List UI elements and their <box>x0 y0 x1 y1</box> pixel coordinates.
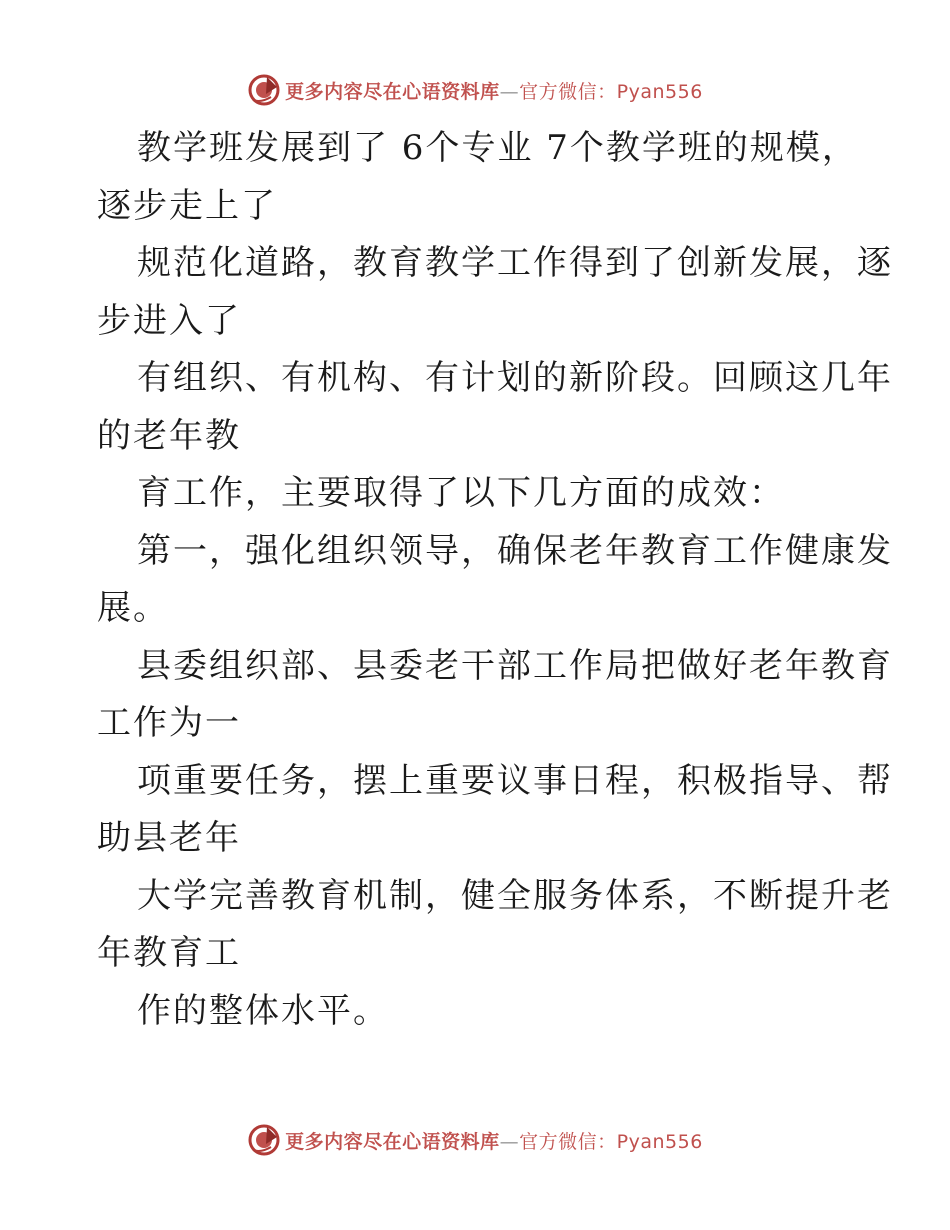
footer-banner-text <box>285 1127 703 1154</box>
body-text-line: 作的整体水平。 <box>137 990 389 1031</box>
body-text-line: 大学完善教育机制，健全服务体系，不断提升老 <box>137 875 893 916</box>
brand-logo-icon <box>247 1123 281 1157</box>
header-wechat-text: 官方微信：Pyan556 <box>519 80 703 103</box>
footer-site-text: 更多内容尽在心语资料库 <box>285 1130 500 1153</box>
body-text-line: 逐步走上了 <box>97 185 277 226</box>
body-text-line: 育工作，主要取得了以下几方面的成效： <box>137 473 785 513</box>
body-text-line: 年教育工 <box>97 933 241 973</box>
body-text-line: 助县老年 <box>97 818 241 858</box>
body-text-line: 的老年教 <box>97 415 241 456</box>
body-text-line: 有组织、有机构、有计划的新阶段。回顾这几年 <box>137 358 893 398</box>
brand-logo-icon <box>247 73 281 107</box>
header-site-text: 更多内容尽在心语资料库 <box>285 80 500 103</box>
header-banner <box>0 70 950 110</box>
header-banner-text <box>285 77 703 104</box>
footer-banner <box>0 1120 950 1160</box>
body-text-line: 第一，强化组织领导，确保老年教育工作健康发 <box>137 530 893 571</box>
body-text-line: 规范化道路，教育教学工作得到了创新发展，逐 <box>137 243 893 283</box>
document-body <box>97 120 893 1040</box>
body-text-line: 展。 <box>97 588 169 628</box>
body-text-line: 项重要任务，摆上重要议事日程，积极指导、帮 <box>137 760 893 801</box>
footer-separator: — <box>499 1130 520 1153</box>
body-text-line: 工作为一 <box>97 703 241 743</box>
header-separator: — <box>499 80 520 103</box>
body-text-line: 教学班发展到了 6个专业 7个教学班的规模， <box>137 128 858 168</box>
footer-wechat-text: 官方微信：Pyan556 <box>519 1130 703 1153</box>
body-text-line: 步进入了 <box>97 300 241 341</box>
body-text-line: 县委组织部、县委老干部工作局把做好老年教育 <box>137 645 893 686</box>
